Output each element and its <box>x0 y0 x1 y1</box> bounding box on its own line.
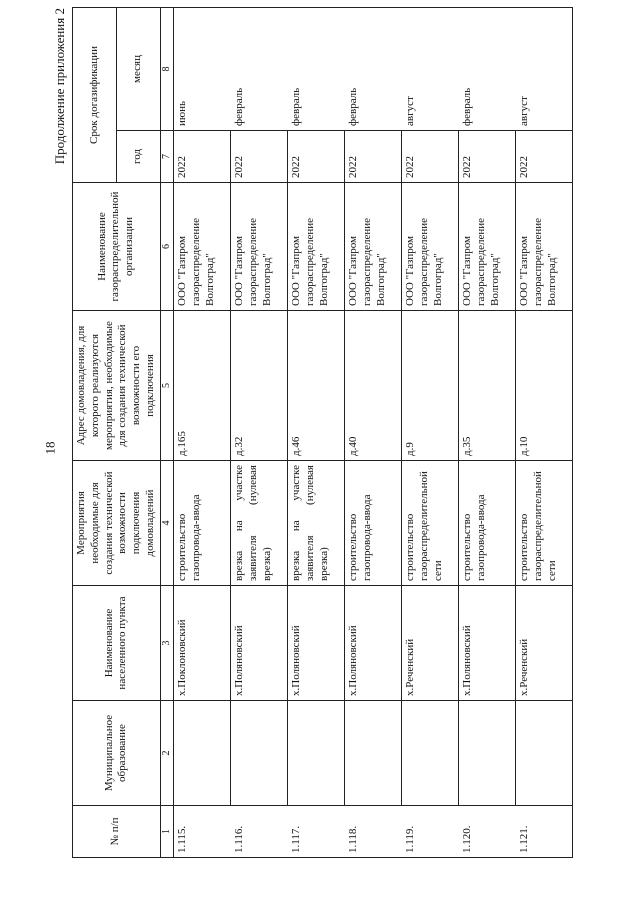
column-number: 7 <box>160 131 174 183</box>
cell-gdo: ООО "Газпром газораспределение Волгоград" <box>345 183 402 311</box>
column-number: 3 <box>160 586 174 701</box>
cell-gdo: ООО "Газпром газораспределение Волгоград" <box>402 183 459 311</box>
header-month: месяц <box>116 7 160 130</box>
cell-address: д.10 <box>516 311 573 461</box>
cell-month: февраль <box>345 7 402 130</box>
gasification-table <box>72 7 573 858</box>
table-row <box>345 7 402 857</box>
cell-municipality <box>516 701 573 806</box>
rotated-page <box>52 8 622 858</box>
cell-year: 2022 <box>516 131 573 183</box>
header-deadline: Срок догазификации <box>73 7 117 182</box>
cell-month: август <box>402 7 459 130</box>
cell-settlement: х.Поляновский <box>231 586 288 701</box>
cell-month: август <box>516 7 573 130</box>
cell-gdo: ООО "Газпром газораспределение Волгоград" <box>288 183 345 311</box>
cell-num: 1.120. <box>459 806 516 858</box>
cell-settlement: х.Реченский <box>402 586 459 701</box>
cell-settlement: х.Реченский <box>516 586 573 701</box>
column-number: 1 <box>160 806 174 858</box>
cell-municipality <box>345 701 402 806</box>
column-number: 8 <box>160 7 174 130</box>
cell-measures: строительство газораспределительной сети <box>516 461 573 586</box>
table-row <box>231 7 288 857</box>
cell-year: 2022 <box>231 131 288 183</box>
cell-gdo: ООО "Газпром газораспределение Волгоград" <box>459 183 516 311</box>
cell-settlement: х.Поклоновский <box>174 586 231 701</box>
cell-measures: строительство газопровода-ввода <box>174 461 231 586</box>
cell-measures: строительство газораспределительной сети <box>402 461 459 586</box>
cell-month: февраль <box>288 7 345 130</box>
cell-measures: строительство газопровода-ввода <box>459 461 516 586</box>
cell-year: 2022 <box>288 131 345 183</box>
cell-gdo: ООО "Газпром газораспределение Волгоград" <box>231 183 288 311</box>
header-address: Адрес домовладения, для которого реализуются мероприятия, необходимые для создания технической возможности его подключения <box>73 311 161 461</box>
column-number: 6 <box>160 183 174 311</box>
cell-month: июнь <box>174 7 231 130</box>
header-num: № п/п <box>73 806 161 858</box>
column-number: 2 <box>160 701 174 806</box>
cell-municipality <box>459 701 516 806</box>
cell-measures: строительство газопровода-ввода <box>345 461 402 586</box>
cell-address: д.165 <box>174 311 231 461</box>
cell-address: д.9 <box>402 311 459 461</box>
column-number: 4 <box>160 461 174 586</box>
cell-month: февраль <box>231 7 288 130</box>
cell-gdo: ООО "Газпром газораспределение Волгоград" <box>174 183 231 311</box>
header-gdo: Наименование газораспределительной организации <box>73 183 161 311</box>
cell-municipality <box>174 701 231 806</box>
cell-year: 2022 <box>402 131 459 183</box>
cell-num: 1.116. <box>231 806 288 858</box>
table-row <box>174 7 231 857</box>
cell-measures: врезка на участке заявителя (нулевая врезка) <box>231 461 288 586</box>
cell-month: февраль <box>459 7 516 130</box>
column-number: 5 <box>160 311 174 461</box>
cell-year: 2022 <box>345 131 402 183</box>
cell-municipality <box>402 701 459 806</box>
table-row <box>459 7 516 857</box>
cell-num: 1.121. <box>516 806 573 858</box>
header-year: год <box>116 131 160 183</box>
cell-municipality <box>231 701 288 806</box>
table-row <box>516 7 573 857</box>
appendix-heading: Продолжение приложения 2 <box>52 8 67 165</box>
cell-municipality <box>288 701 345 806</box>
cell-settlement: х.Поляновский <box>288 586 345 701</box>
cell-measures: врезка на участке заявителя (нулевая врезка) <box>288 461 345 586</box>
cell-address: д.46 <box>288 311 345 461</box>
cell-address: д.35 <box>459 311 516 461</box>
cell-num: 1.119. <box>402 806 459 858</box>
cell-num: 1.117. <box>288 806 345 858</box>
header-measures: Мероприятия необходимые для создания технической возможности подключения домовладений <box>73 461 161 586</box>
page-number: 18 <box>42 441 58 455</box>
header-settlement: Наименование населенного пункта <box>73 586 161 701</box>
table-row <box>288 7 345 857</box>
cell-address: д.32 <box>231 311 288 461</box>
cell-year: 2022 <box>174 131 231 183</box>
cell-year: 2022 <box>459 131 516 183</box>
header-municipality: Муниципальное образование <box>73 701 161 806</box>
cell-num: 1.115. <box>174 806 231 858</box>
cell-num: 1.118. <box>345 806 402 858</box>
table-row <box>402 7 459 857</box>
cell-settlement: х.Поляновский <box>345 586 402 701</box>
cell-gdo: ООО "Газпром газораспределение Волгоград" <box>516 183 573 311</box>
cell-settlement: х.Поляновский <box>459 586 516 701</box>
cell-address: д.40 <box>345 311 402 461</box>
